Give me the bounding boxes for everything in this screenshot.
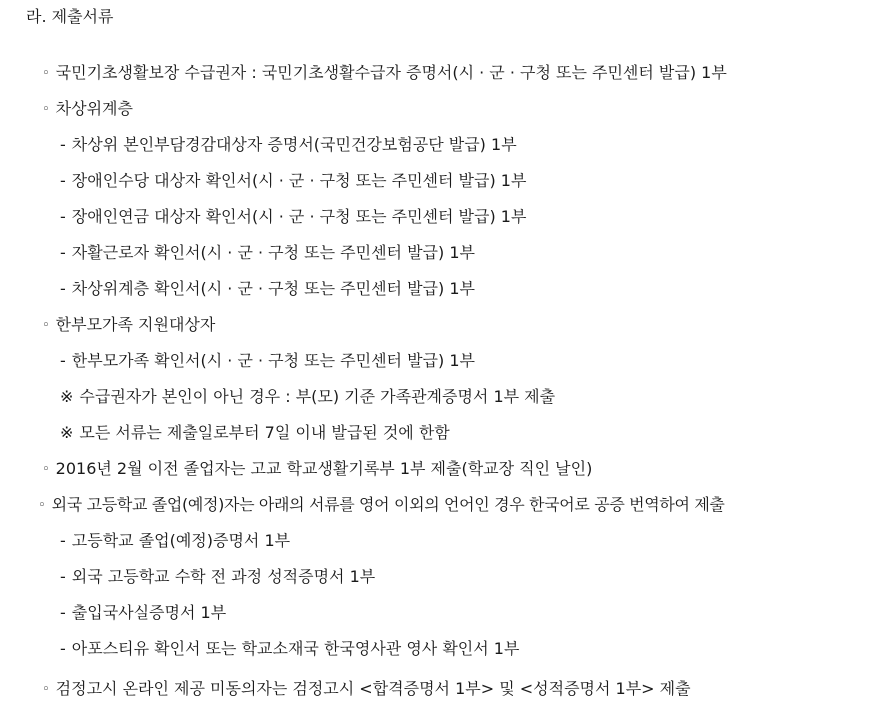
dash-bullet-icon: - [60,243,66,262]
sub-list-item-text: 고등학교 졸업(예정)증명서 1부 [71,531,291,550]
list-item [0,494,725,516]
sub-list-item-text: 차상위계층 확인서(시 · 군 · 구청 또는 주민센터 발급) 1부 [71,279,475,298]
sub-list-item-text: 자활근로자 확인서(시 · 군 · 구청 또는 주민센터 발급) 1부 [71,243,475,262]
sub-list-item-text: 한부모가족 확인서(시 · 군 · 구청 또는 주민센터 발급) 1부 [71,351,475,370]
section-heading-text: 라. 제출서류 [26,7,114,26]
dash-bullet-icon: - [60,567,66,586]
circle-bullet-icon: ◦ [42,462,50,477]
list-item-text: 국민기초생활보장 수급권자 : 국민기초생활수급자 증명서(시 · 군 · 구청 또는 주민센터 발급) 1부 [55,63,727,82]
dash-bullet-icon: - [60,531,66,550]
dash-bullet-icon: - [60,171,66,190]
list-item [0,458,592,480]
dash-bullet-icon: - [60,351,66,370]
sub-list-item-text: 외국 고등학교 수학 전 과정 성적증명서 1부 [71,567,376,586]
list-item [0,314,215,336]
list-item-text: 외국 고등학교 졸업(예정)자는 아래의 서류를 영어 이외의 언어인 경우 한국어로 공증 번역하여 제출 [51,495,725,514]
circle-bullet-icon: ◦ [38,498,46,513]
list-item-text: 차상위계층 [55,99,133,118]
sub-list-item [0,350,475,372]
section-heading [0,6,113,28]
list-item-text: 검정고시 온라인 제공 미동의자는 검정고시 <합격증명서 1부> 및 <성적증명서 1부> 제출 [55,679,691,698]
sub-list-item-text: 장애인수당 대상자 확인서(시 · 군 · 구청 또는 주민센터 발급) 1부 [71,171,527,190]
list-item [0,98,133,120]
circle-bullet-icon: ◦ [42,102,50,117]
dash-bullet-icon: - [60,279,66,298]
dash-bullet-icon: - [60,639,66,658]
circle-bullet-icon: ◦ [42,682,50,697]
list-item-text: 한부모가족 지원대상자 [55,315,216,334]
sub-list-item [0,530,290,552]
list-item [0,678,691,700]
sub-list-item-text: 출입국사실증명서 1부 [71,603,227,622]
sub-list-item-text: 차상위 본인부담경감대상자 증명서(국민건강보험공단 발급) 1부 [71,135,517,154]
note-item-text: 모든 서류는 제출일로부터 7일 이내 발급된 것에 한함 [79,423,450,442]
note-item [0,386,555,408]
reference-mark-icon: ※ [60,387,74,406]
sub-list-item [0,278,475,300]
note-item [0,422,450,444]
list-item [0,62,727,84]
dash-bullet-icon: - [60,207,66,226]
sub-list-item [0,566,375,588]
sub-list-item [0,638,519,660]
note-item-text: 수급권자가 본인이 아닌 경우 : 부(모) 기준 가족관계증명서 1부 제출 [79,387,556,406]
sub-list-item [0,170,526,192]
circle-bullet-icon: ◦ [42,66,50,81]
sub-list-item-text: 아포스티유 확인서 또는 학교소재국 한국영사관 영사 확인서 1부 [71,639,520,658]
sub-list-item [0,206,526,228]
sub-list-item [0,134,517,156]
dash-bullet-icon: - [60,135,66,154]
list-item-text: 2016년 2월 이전 졸업자는 고교 학교생활기록부 1부 제출(학교장 직인 날인) [55,459,593,478]
circle-bullet-icon: ◦ [42,318,50,333]
sub-list-item-text: 장애인연금 대상자 확인서(시 · 군 · 구청 또는 주민센터 발급) 1부 [71,207,527,226]
sub-list-item [0,242,475,264]
sub-list-item [0,602,226,624]
reference-mark-icon: ※ [60,423,74,442]
dash-bullet-icon: - [60,603,66,622]
